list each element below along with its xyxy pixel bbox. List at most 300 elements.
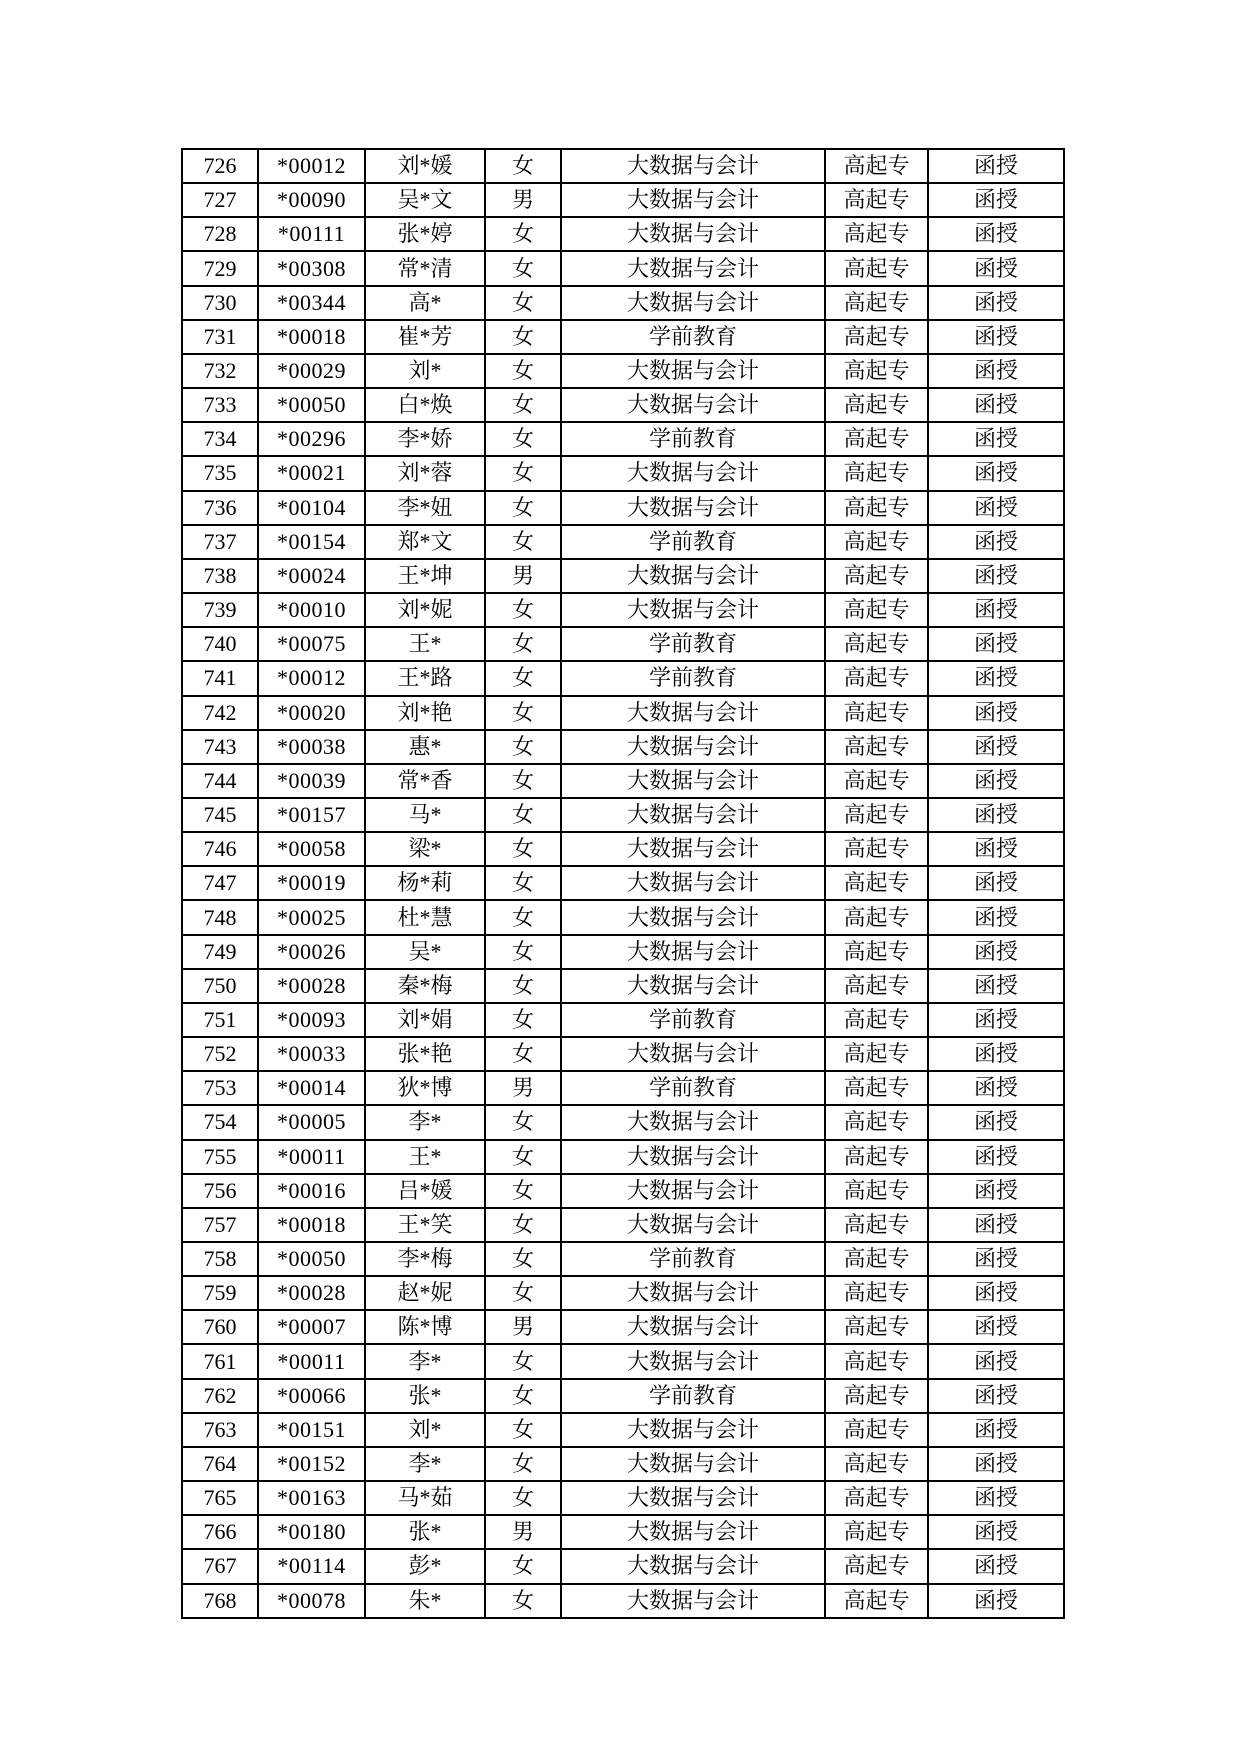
cell-gender: 女 <box>485 320 561 354</box>
table-row <box>182 627 1064 661</box>
table-row <box>182 1549 1064 1583</box>
cell-study-mode: 函授 <box>928 183 1064 217</box>
table-row <box>182 1447 1064 1481</box>
cell-study-mode: 函授 <box>928 1515 1064 1549</box>
cell-seq-number: 757 <box>182 1208 258 1242</box>
cell-seq-number: 763 <box>182 1413 258 1447</box>
table-row <box>182 354 1064 388</box>
cell-exam-id: *00180 <box>258 1515 365 1549</box>
table-row <box>182 422 1064 456</box>
cell-seq-number: 726 <box>182 149 258 183</box>
cell-level: 高起专 <box>825 422 928 456</box>
cell-gender: 女 <box>485 422 561 456</box>
table-row <box>182 1208 1064 1242</box>
cell-gender: 女 <box>485 866 561 900</box>
cell-seq-number: 728 <box>182 217 258 251</box>
cell-major: 大数据与会计 <box>561 866 825 900</box>
cell-gender: 女 <box>485 627 561 661</box>
cell-seq-number: 742 <box>182 696 258 730</box>
cell-seq-number: 731 <box>182 320 258 354</box>
cell-name: 刘*媛 <box>365 149 485 183</box>
table-row <box>182 491 1064 525</box>
cell-study-mode: 函授 <box>928 1413 1064 1447</box>
cell-study-mode: 函授 <box>928 1310 1064 1344</box>
cell-study-mode: 函授 <box>928 1344 1064 1378</box>
cell-exam-id: *00038 <box>258 730 365 764</box>
cell-exam-id: *00090 <box>258 183 365 217</box>
cell-seq-number: 734 <box>182 422 258 456</box>
table-row <box>182 593 1064 627</box>
cell-exam-id: *00308 <box>258 251 365 285</box>
cell-name: 王*坤 <box>365 559 485 593</box>
cell-seq-number: 755 <box>182 1140 258 1174</box>
cell-major: 大数据与会计 <box>561 1515 825 1549</box>
cell-major: 大数据与会计 <box>561 354 825 388</box>
cell-major: 学前教育 <box>561 320 825 354</box>
cell-exam-id: *00012 <box>258 661 365 695</box>
cell-gender: 女 <box>485 969 561 1003</box>
table-row <box>182 764 1064 798</box>
cell-seq-number: 741 <box>182 661 258 695</box>
cell-study-mode: 函授 <box>928 1584 1064 1618</box>
cell-study-mode: 函授 <box>928 388 1064 422</box>
cell-name: 惠* <box>365 730 485 764</box>
cell-level: 高起专 <box>825 832 928 866</box>
cell-study-mode: 函授 <box>928 1003 1064 1037</box>
cell-gender: 女 <box>485 1105 561 1139</box>
table-row <box>182 183 1064 217</box>
cell-gender: 女 <box>485 935 561 969</box>
cell-level: 高起专 <box>825 1105 928 1139</box>
cell-major: 大数据与会计 <box>561 1584 825 1618</box>
cell-study-mode: 函授 <box>928 456 1064 490</box>
cell-major: 大数据与会计 <box>561 559 825 593</box>
cell-level: 高起专 <box>825 1584 928 1618</box>
table-row <box>182 320 1064 354</box>
table-row <box>182 900 1064 934</box>
cell-gender: 女 <box>485 525 561 559</box>
cell-gender: 女 <box>485 1276 561 1310</box>
cell-gender: 女 <box>485 1584 561 1618</box>
table-row <box>182 217 1064 251</box>
cell-level: 高起专 <box>825 935 928 969</box>
cell-name: 刘*蓉 <box>365 456 485 490</box>
table-row <box>182 661 1064 695</box>
cell-exam-id: *00011 <box>258 1344 365 1378</box>
cell-name: 李*娇 <box>365 422 485 456</box>
cell-gender: 女 <box>485 1208 561 1242</box>
cell-major: 学前教育 <box>561 422 825 456</box>
table-row <box>182 696 1064 730</box>
cell-major: 大数据与会计 <box>561 1344 825 1378</box>
cell-study-mode: 函授 <box>928 1242 1064 1276</box>
table-row <box>182 1140 1064 1174</box>
cell-seq-number: 756 <box>182 1174 258 1208</box>
cell-gender: 男 <box>485 1310 561 1344</box>
cell-gender: 女 <box>485 1140 561 1174</box>
cell-name: 李* <box>365 1447 485 1481</box>
cell-gender: 女 <box>485 456 561 490</box>
cell-study-mode: 函授 <box>928 798 1064 832</box>
cell-name: 李* <box>365 1344 485 1378</box>
cell-name: 白*焕 <box>365 388 485 422</box>
cell-major: 大数据与会计 <box>561 388 825 422</box>
cell-exam-id: *00016 <box>258 1174 365 1208</box>
cell-major: 大数据与会计 <box>561 149 825 183</box>
table-row <box>182 798 1064 832</box>
cell-exam-id: *00028 <box>258 969 365 1003</box>
cell-level: 高起专 <box>825 1447 928 1481</box>
cell-study-mode: 函授 <box>928 696 1064 730</box>
cell-seq-number: 760 <box>182 1310 258 1344</box>
cell-exam-id: *00029 <box>258 354 365 388</box>
cell-name: 张*艳 <box>365 1037 485 1071</box>
cell-study-mode: 函授 <box>928 1447 1064 1481</box>
table-row <box>182 1037 1064 1071</box>
cell-gender: 女 <box>485 1481 561 1515</box>
cell-gender: 女 <box>485 1174 561 1208</box>
cell-name: 杨*莉 <box>365 866 485 900</box>
cell-seq-number: 729 <box>182 251 258 285</box>
table-row <box>182 251 1064 285</box>
cell-seq-number: 745 <box>182 798 258 832</box>
cell-exam-id: *00075 <box>258 627 365 661</box>
cell-seq-number: 751 <box>182 1003 258 1037</box>
table-row <box>182 935 1064 969</box>
cell-seq-number: 749 <box>182 935 258 969</box>
cell-level: 高起专 <box>825 969 928 1003</box>
cell-level: 高起专 <box>825 525 928 559</box>
cell-name: 刘* <box>365 1413 485 1447</box>
cell-study-mode: 函授 <box>928 1140 1064 1174</box>
cell-study-mode: 函授 <box>928 559 1064 593</box>
cell-level: 高起专 <box>825 1276 928 1310</box>
cell-major: 大数据与会计 <box>561 1481 825 1515</box>
cell-level: 高起专 <box>825 696 928 730</box>
cell-name: 彭* <box>365 1549 485 1583</box>
cell-major: 大数据与会计 <box>561 969 825 1003</box>
table-row <box>182 730 1064 764</box>
table-row <box>182 866 1064 900</box>
cell-seq-number: 747 <box>182 866 258 900</box>
cell-seq-number: 739 <box>182 593 258 627</box>
cell-study-mode: 函授 <box>928 627 1064 661</box>
cell-level: 高起专 <box>825 388 928 422</box>
table-row <box>182 525 1064 559</box>
cell-level: 高起专 <box>825 286 928 320</box>
cell-seq-number: 740 <box>182 627 258 661</box>
cell-exam-id: *00024 <box>258 559 365 593</box>
cell-gender: 女 <box>485 1447 561 1481</box>
cell-level: 高起专 <box>825 1344 928 1378</box>
cell-major: 大数据与会计 <box>561 286 825 320</box>
cell-major: 大数据与会计 <box>561 1105 825 1139</box>
cell-major: 大数据与会计 <box>561 1447 825 1481</box>
cell-exam-id: *00011 <box>258 1140 365 1174</box>
cell-study-mode: 函授 <box>928 251 1064 285</box>
cell-major: 大数据与会计 <box>561 696 825 730</box>
cell-name: 常*清 <box>365 251 485 285</box>
cell-seq-number: 730 <box>182 286 258 320</box>
cell-name: 张* <box>365 1379 485 1413</box>
cell-gender: 女 <box>485 1242 561 1276</box>
cell-gender: 男 <box>485 559 561 593</box>
cell-seq-number: 761 <box>182 1344 258 1378</box>
cell-level: 高起专 <box>825 217 928 251</box>
cell-level: 高起专 <box>825 1242 928 1276</box>
cell-name: 崔*芳 <box>365 320 485 354</box>
cell-seq-number: 744 <box>182 764 258 798</box>
cell-seq-number: 727 <box>182 183 258 217</box>
cell-name: 马*茹 <box>365 1481 485 1515</box>
cell-study-mode: 函授 <box>928 1481 1064 1515</box>
cell-seq-number: 766 <box>182 1515 258 1549</box>
cell-gender: 女 <box>485 491 561 525</box>
cell-major: 学前教育 <box>561 1071 825 1105</box>
cell-study-mode: 函授 <box>928 1379 1064 1413</box>
cell-exam-id: *00026 <box>258 935 365 969</box>
cell-name: 张*婷 <box>365 217 485 251</box>
cell-seq-number: 743 <box>182 730 258 764</box>
cell-exam-id: *00111 <box>258 217 365 251</box>
cell-exam-id: *00050 <box>258 388 365 422</box>
cell-exam-id: *00018 <box>258 1208 365 1242</box>
cell-name: 朱* <box>365 1584 485 1618</box>
cell-major: 大数据与会计 <box>561 832 825 866</box>
cell-gender: 女 <box>485 1003 561 1037</box>
cell-study-mode: 函授 <box>928 935 1064 969</box>
table-row <box>182 1379 1064 1413</box>
cell-seq-number: 765 <box>182 1481 258 1515</box>
table-row <box>182 1584 1064 1618</box>
cell-level: 高起专 <box>825 1071 928 1105</box>
cell-name: 李* <box>365 1105 485 1139</box>
cell-study-mode: 函授 <box>928 1208 1064 1242</box>
cell-level: 高起专 <box>825 661 928 695</box>
cell-exam-id: *00005 <box>258 1105 365 1139</box>
cell-level: 高起专 <box>825 593 928 627</box>
cell-name: 王*笑 <box>365 1208 485 1242</box>
cell-level: 高起专 <box>825 627 928 661</box>
cell-level: 高起专 <box>825 866 928 900</box>
cell-major: 学前教育 <box>561 525 825 559</box>
cell-name: 刘*娟 <box>365 1003 485 1037</box>
cell-study-mode: 函授 <box>928 217 1064 251</box>
cell-name: 高* <box>365 286 485 320</box>
cell-name: 李*梅 <box>365 1242 485 1276</box>
table-row <box>182 832 1064 866</box>
cell-major: 大数据与会计 <box>561 217 825 251</box>
cell-study-mode: 函授 <box>928 1071 1064 1105</box>
cell-major: 大数据与会计 <box>561 491 825 525</box>
cell-name: 梁* <box>365 832 485 866</box>
cell-exam-id: *00154 <box>258 525 365 559</box>
cell-exam-id: *00020 <box>258 696 365 730</box>
table-row <box>182 1071 1064 1105</box>
cell-major: 学前教育 <box>561 661 825 695</box>
cell-gender: 男 <box>485 1515 561 1549</box>
cell-name: 王* <box>365 627 485 661</box>
cell-major: 大数据与会计 <box>561 764 825 798</box>
table-row <box>182 1105 1064 1139</box>
cell-level: 高起专 <box>825 149 928 183</box>
cell-exam-id: *00018 <box>258 320 365 354</box>
table-row <box>182 559 1064 593</box>
cell-name: 杜*慧 <box>365 900 485 934</box>
cell-exam-id: *00104 <box>258 491 365 525</box>
table-row <box>182 969 1064 1003</box>
cell-major: 大数据与会计 <box>561 593 825 627</box>
cell-seq-number: 754 <box>182 1105 258 1139</box>
student-roster-table <box>181 148 1065 1619</box>
cell-exam-id: *00021 <box>258 456 365 490</box>
cell-name: 王* <box>365 1140 485 1174</box>
cell-level: 高起专 <box>825 1481 928 1515</box>
cell-level: 高起专 <box>825 456 928 490</box>
cell-seq-number: 736 <box>182 491 258 525</box>
cell-seq-number: 764 <box>182 1447 258 1481</box>
cell-major: 大数据与会计 <box>561 798 825 832</box>
cell-study-mode: 函授 <box>928 354 1064 388</box>
cell-major: 学前教育 <box>561 1003 825 1037</box>
cell-major: 学前教育 <box>561 1242 825 1276</box>
cell-level: 高起专 <box>825 251 928 285</box>
cell-exam-id: *00012 <box>258 149 365 183</box>
cell-name: 吕*媛 <box>365 1174 485 1208</box>
cell-major: 大数据与会计 <box>561 935 825 969</box>
cell-name: 吴* <box>365 935 485 969</box>
cell-study-mode: 函授 <box>928 320 1064 354</box>
table-row <box>182 1413 1064 1447</box>
cell-level: 高起专 <box>825 1515 928 1549</box>
cell-name: 狄*博 <box>365 1071 485 1105</box>
cell-seq-number: 735 <box>182 456 258 490</box>
cell-gender: 女 <box>485 798 561 832</box>
cell-study-mode: 函授 <box>928 1105 1064 1139</box>
cell-level: 高起专 <box>825 491 928 525</box>
cell-exam-id: *00010 <box>258 593 365 627</box>
cell-level: 高起专 <box>825 1037 928 1071</box>
cell-gender: 女 <box>485 354 561 388</box>
cell-study-mode: 函授 <box>928 149 1064 183</box>
cell-name: 马* <box>365 798 485 832</box>
cell-study-mode: 函授 <box>928 900 1064 934</box>
cell-gender: 女 <box>485 730 561 764</box>
cell-gender: 女 <box>485 1379 561 1413</box>
cell-level: 高起专 <box>825 1003 928 1037</box>
cell-study-mode: 函授 <box>928 491 1064 525</box>
cell-name: 张* <box>365 1515 485 1549</box>
cell-study-mode: 函授 <box>928 866 1064 900</box>
cell-gender: 女 <box>485 1037 561 1071</box>
cell-exam-id: *00033 <box>258 1037 365 1071</box>
cell-exam-id: *00151 <box>258 1413 365 1447</box>
cell-seq-number: 753 <box>182 1071 258 1105</box>
table-row <box>182 1174 1064 1208</box>
cell-exam-id: *00058 <box>258 832 365 866</box>
cell-exam-id: *00093 <box>258 1003 365 1037</box>
table-row <box>182 149 1064 183</box>
cell-gender: 女 <box>485 1549 561 1583</box>
cell-name: 李*妞 <box>365 491 485 525</box>
cell-study-mode: 函授 <box>928 832 1064 866</box>
cell-exam-id: *00066 <box>258 1379 365 1413</box>
cell-level: 高起专 <box>825 730 928 764</box>
cell-gender: 女 <box>485 217 561 251</box>
cell-major: 大数据与会计 <box>561 1174 825 1208</box>
cell-seq-number: 758 <box>182 1242 258 1276</box>
cell-major: 大数据与会计 <box>561 900 825 934</box>
cell-study-mode: 函授 <box>928 1174 1064 1208</box>
cell-exam-id: *00025 <box>258 900 365 934</box>
table-row <box>182 1242 1064 1276</box>
cell-level: 高起专 <box>825 1140 928 1174</box>
cell-exam-id: *00157 <box>258 798 365 832</box>
cell-seq-number: 752 <box>182 1037 258 1071</box>
cell-gender: 女 <box>485 1344 561 1378</box>
cell-exam-id: *00028 <box>258 1276 365 1310</box>
cell-major: 大数据与会计 <box>561 1140 825 1174</box>
cell-name: 刘*艳 <box>365 696 485 730</box>
cell-major: 大数据与会计 <box>561 1549 825 1583</box>
table-row <box>182 1515 1064 1549</box>
cell-gender: 女 <box>485 832 561 866</box>
cell-seq-number: 732 <box>182 354 258 388</box>
cell-major: 学前教育 <box>561 1379 825 1413</box>
cell-gender: 女 <box>485 661 561 695</box>
cell-gender: 女 <box>485 900 561 934</box>
cell-major: 大数据与会计 <box>561 1037 825 1071</box>
cell-major: 大数据与会计 <box>561 183 825 217</box>
cell-exam-id: *00163 <box>258 1481 365 1515</box>
cell-gender: 女 <box>485 251 561 285</box>
cell-name: 王*路 <box>365 661 485 695</box>
cell-study-mode: 函授 <box>928 730 1064 764</box>
cell-level: 高起专 <box>825 764 928 798</box>
cell-gender: 女 <box>485 764 561 798</box>
cell-gender: 女 <box>485 286 561 320</box>
cell-study-mode: 函授 <box>928 422 1064 456</box>
cell-gender: 女 <box>485 1413 561 1447</box>
cell-major: 大数据与会计 <box>561 456 825 490</box>
cell-seq-number: 768 <box>182 1584 258 1618</box>
cell-gender: 女 <box>485 593 561 627</box>
cell-gender: 男 <box>485 183 561 217</box>
cell-seq-number: 737 <box>182 525 258 559</box>
cell-seq-number: 767 <box>182 1549 258 1583</box>
cell-name: 陈*博 <box>365 1310 485 1344</box>
cell-exam-id: *00007 <box>258 1310 365 1344</box>
cell-name: 刘*妮 <box>365 593 485 627</box>
table-row <box>182 286 1064 320</box>
cell-exam-id: *00019 <box>258 866 365 900</box>
cell-study-mode: 函授 <box>928 286 1064 320</box>
cell-exam-id: *00152 <box>258 1447 365 1481</box>
cell-exam-id: *00344 <box>258 286 365 320</box>
table-row <box>182 388 1064 422</box>
cell-study-mode: 函授 <box>928 1276 1064 1310</box>
cell-level: 高起专 <box>825 1174 928 1208</box>
cell-major: 大数据与会计 <box>561 1208 825 1242</box>
cell-name: 常*香 <box>365 764 485 798</box>
cell-level: 高起专 <box>825 354 928 388</box>
cell-gender: 女 <box>485 149 561 183</box>
cell-major: 学前教育 <box>561 627 825 661</box>
table-row <box>182 1481 1064 1515</box>
cell-name: 秦*梅 <box>365 969 485 1003</box>
cell-seq-number: 746 <box>182 832 258 866</box>
cell-major: 大数据与会计 <box>561 730 825 764</box>
